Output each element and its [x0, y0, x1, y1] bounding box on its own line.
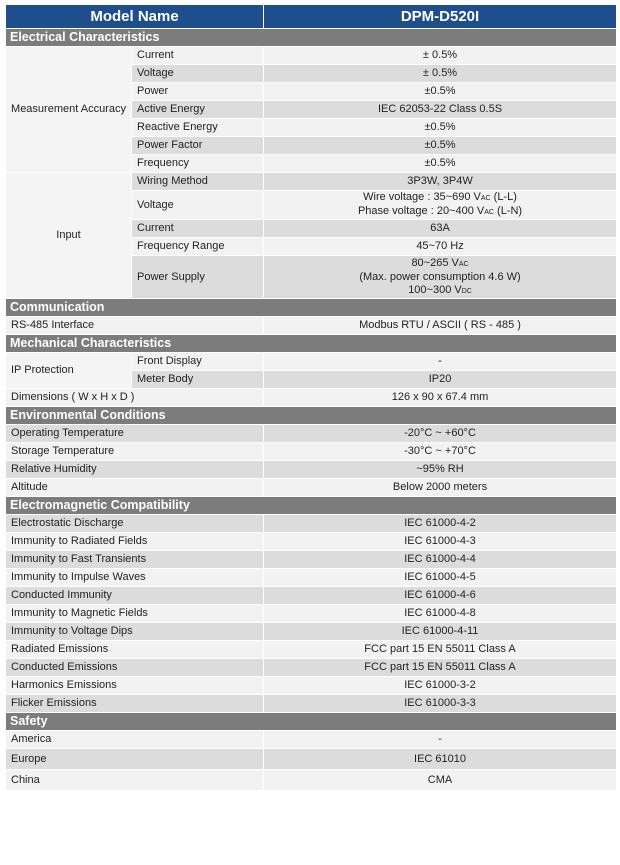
- table-row: [6, 443, 617, 461]
- row-label: Frequency: [132, 155, 264, 173]
- table-row: [6, 317, 617, 335]
- section-title: Environmental Conditions: [6, 407, 617, 425]
- row-label: Operating Temperature: [6, 425, 264, 443]
- row-label: Conducted Emissions: [6, 659, 264, 677]
- table-row: [6, 389, 617, 407]
- row-label: Altitude: [6, 479, 264, 497]
- row-value: IEC 61000-4-3: [264, 533, 617, 551]
- row-value: 45~70 Hz: [264, 238, 617, 256]
- spec-table: [5, 4, 617, 791]
- row-value: IEC 61000-4-5: [264, 569, 617, 587]
- table-row: [6, 659, 617, 677]
- section-title: Electrical Characteristics: [6, 29, 617, 47]
- input-group: Input: [6, 173, 132, 299]
- table-row: [6, 641, 617, 659]
- row-label: Europe: [6, 749, 264, 770]
- table-row: [6, 770, 617, 791]
- row-label: Immunity to Magnetic Fields: [6, 605, 264, 623]
- row-value: IEC 61000-3-2: [264, 677, 617, 695]
- row-label: Conducted Immunity: [6, 587, 264, 605]
- table-row: [6, 353, 617, 371]
- row-label: Voltage: [132, 65, 264, 83]
- section-environmental: [6, 407, 617, 425]
- table-row: [6, 587, 617, 605]
- row-value: ~95% RH: [264, 461, 617, 479]
- row-value: ±0.5%: [264, 119, 617, 137]
- section-mechanical: [6, 335, 617, 353]
- table-row: [6, 425, 617, 443]
- supply-line-3: 100~300 VDC: [408, 283, 472, 296]
- row-value: ±0.5%: [264, 155, 617, 173]
- ip-protection-group: IP Protection: [6, 353, 132, 389]
- table-row: [6, 605, 617, 623]
- table-row: [6, 479, 617, 497]
- table-row: [6, 623, 617, 641]
- measurement-accuracy-group: Measurement Accuracy: [6, 47, 132, 173]
- row-value: 3P3W, 3P4W: [264, 173, 617, 191]
- row-value: -20°C ~ +60°C: [264, 425, 617, 443]
- row-value: IEC 61000-4-2: [264, 515, 617, 533]
- row-label: Active Energy: [132, 101, 264, 119]
- row-label: Electrostatic Discharge: [6, 515, 264, 533]
- section-title: Communication: [6, 299, 617, 317]
- power-supply-value: [264, 256, 617, 299]
- row-label: China: [6, 770, 264, 791]
- table-row: [6, 515, 617, 533]
- row-value: IEC 61000-4-6: [264, 587, 617, 605]
- row-label: Wiring Method: [132, 173, 264, 191]
- row-value: 63A: [264, 220, 617, 238]
- row-value: 126 x 90 x 67.4 mm: [264, 389, 617, 407]
- row-value: IEC 62053-22 Class 0.5S: [264, 101, 617, 119]
- row-value: ± 0.5%: [264, 47, 617, 65]
- section-title: Mechanical Characteristics: [6, 335, 617, 353]
- row-label: Voltage: [132, 191, 264, 220]
- row-value: IEC 61010: [264, 749, 617, 770]
- row-label: Immunity to Impulse Waves: [6, 569, 264, 587]
- voltage-line-2: Phase voltage : 20~400 VAC (L-N): [357, 205, 523, 217]
- section-emc: [6, 497, 617, 515]
- row-label: Storage Temperature: [6, 443, 264, 461]
- row-label: Power Factor: [132, 137, 264, 155]
- section-electrical: [6, 29, 617, 47]
- row-value: IEC 61000-4-4: [264, 551, 617, 569]
- table-row: [6, 551, 617, 569]
- row-label: Dimensions ( W x H x D ): [6, 389, 264, 407]
- model-name-header: Model Name: [6, 5, 264, 29]
- table-row: [6, 533, 617, 551]
- row-value: Modbus RTU / ASCII ( RS - 485 ): [264, 317, 617, 335]
- row-label: Current: [132, 47, 264, 65]
- row-label: Front Display: [132, 353, 264, 371]
- header-row: [6, 5, 617, 29]
- row-value: -30°C ~ +70°C: [264, 443, 617, 461]
- row-value: IEC 61000-4-8: [264, 605, 617, 623]
- supply-line-2: (Max. power consumption 4.6 W): [359, 270, 521, 283]
- row-label: Meter Body: [132, 371, 264, 389]
- row-label: Frequency Range: [132, 238, 264, 256]
- row-label: Relative Humidity: [6, 461, 264, 479]
- table-row: [6, 695, 617, 713]
- row-label: America: [6, 731, 264, 749]
- row-label: Immunity to Fast Transients: [6, 551, 264, 569]
- voltage-value: [264, 191, 617, 220]
- row-label: Current: [132, 220, 264, 238]
- row-value: -: [264, 731, 617, 749]
- row-label: Harmonics Emissions: [6, 677, 264, 695]
- table-row: [6, 749, 617, 770]
- row-value: FCC part 15 EN 55011 Class A: [264, 641, 617, 659]
- row-label: Flicker Emissions: [6, 695, 264, 713]
- row-value: IP20: [264, 371, 617, 389]
- supply-line-1: 80~265 VAC: [411, 256, 469, 269]
- section-title: Safety: [6, 713, 617, 731]
- row-label: Power Supply: [132, 256, 264, 299]
- row-value: Below 2000 meters: [264, 479, 617, 497]
- table-row: [6, 173, 617, 191]
- row-label: Power: [132, 83, 264, 101]
- voltage-line-1: Wire voltage : 35~690 VAC (L-L): [363, 191, 517, 203]
- table-row: [6, 569, 617, 587]
- section-safety: [6, 713, 617, 731]
- section-communication: [6, 299, 617, 317]
- row-value: ±0.5%: [264, 137, 617, 155]
- row-label: Reactive Energy: [132, 119, 264, 137]
- row-value: IEC 61000-4-11: [264, 623, 617, 641]
- table-row: [6, 47, 617, 65]
- row-value: CMA: [264, 770, 617, 791]
- row-value: ± 0.5%: [264, 65, 617, 83]
- model-number-header: DPM-D520I: [264, 5, 617, 29]
- row-value: FCC part 15 EN 55011 Class A: [264, 659, 617, 677]
- row-label: Immunity to Radiated Fields: [6, 533, 264, 551]
- row-label: Immunity to Voltage Dips: [6, 623, 264, 641]
- section-title: Electromagnetic Compatibility: [6, 497, 617, 515]
- table-row: [6, 731, 617, 749]
- table-row: [6, 677, 617, 695]
- table-row: [6, 461, 617, 479]
- row-value: IEC 61000-3-3: [264, 695, 617, 713]
- row-value: -: [264, 353, 617, 371]
- row-label: Radiated Emissions: [6, 641, 264, 659]
- row-value: ±0.5%: [264, 83, 617, 101]
- row-label: RS-485 Interface: [6, 317, 264, 335]
